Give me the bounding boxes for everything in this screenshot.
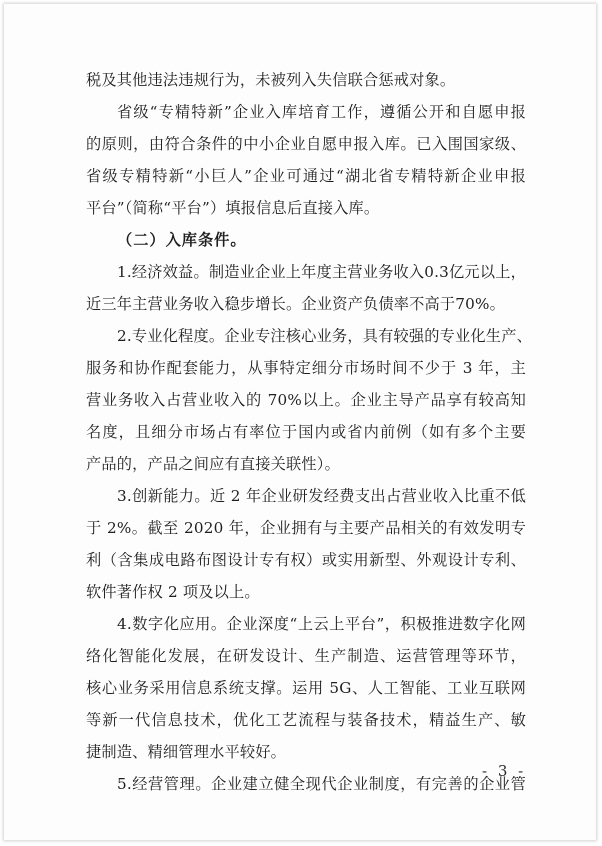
text-line: 利（含集成电路布图设计专有权）或实用新型、外观设计专利、 — [86, 551, 526, 569]
paragraph-continued — [86, 64, 526, 96]
paragraph-specialization — [86, 320, 532, 480]
text-line: 名度，且细分市场占有率位于国内或省内前例（如有多个主要 — [86, 423, 526, 441]
text-line: （二）入库条件。 — [117, 231, 247, 249]
page-number: - 3 - — [482, 762, 527, 780]
text-line: 络化智能化发展，在研发设计、生产制造、运营管理等环节， — [86, 647, 526, 665]
text-line: 4.数字化应用。企业深度“上云上平台”，积极推进数字化网 — [117, 615, 526, 633]
paragraph-management — [86, 768, 526, 800]
paragraph-digitalization — [86, 608, 526, 768]
text-line: 2.专业化程度。企业专注核心业务，具有较强的专业化生产、 — [117, 327, 532, 345]
text-line: 税及其他违法违规行为，未被列入失信联合惩戒对象。 — [86, 71, 456, 89]
text-line: 等新一代信息技术，优化工艺流程与装备技术，精益生产、敏 — [86, 711, 526, 729]
text-line: 产品的，产品之间应有直接关联性）。 — [86, 455, 340, 473]
text-line: 营业务收入占营业收入的 70%以上。企业主导产品享有较高知 — [86, 391, 526, 409]
paragraph-intake-principles — [86, 96, 526, 224]
text-line: 5.经营管理。企业建立健全现代企业制度，有完善的企业管 — [117, 775, 526, 793]
text-line: 服务和协作配套能力，从事特定细分市场时间不少于 3 年，主 — [86, 359, 526, 377]
text-line: 核心业务采用信息系统支撑。运用 5G、人工智能、工业互联网 — [86, 679, 526, 697]
text-line: 3.创新能力。近 2 年企业研发经费支出占营业收入比重不低 — [117, 487, 526, 505]
document-body — [86, 64, 532, 800]
section-heading-conditions — [86, 224, 526, 256]
paragraph-economic-benefit — [86, 256, 526, 320]
text-line: 平台”（简称“平台”）填报信息后直接入库。 — [86, 199, 380, 217]
text-line: 捷制造、精细管理水平较好。 — [86, 743, 287, 761]
text-line: 近三年主营业务收入稳步增长。企业资产负债率不高于70%。 — [86, 295, 506, 313]
paragraph-innovation — [86, 480, 526, 608]
text-line: 于 2%。截至 2020 年，企业拥有与主要产品相关的有效发明专 — [86, 519, 526, 537]
document-page — [4, 4, 596, 840]
text-line: 省级“专精特新”企业入库培育工作，遵循公开和自愿申报 — [117, 103, 526, 121]
text-line: 的原则，由符合条件的中小企业自愿申报入库。已入围国家级、 — [86, 135, 526, 153]
text-line: 省级专精特新“小巨人”企业可通过“湖北省专精特新企业申报 — [86, 167, 526, 185]
text-line: 软件著作权 2 项及以上。 — [86, 583, 260, 601]
text-line: 1.经济效益。制造业企业上年度主营业务收入0.3亿元以上， — [117, 263, 526, 281]
